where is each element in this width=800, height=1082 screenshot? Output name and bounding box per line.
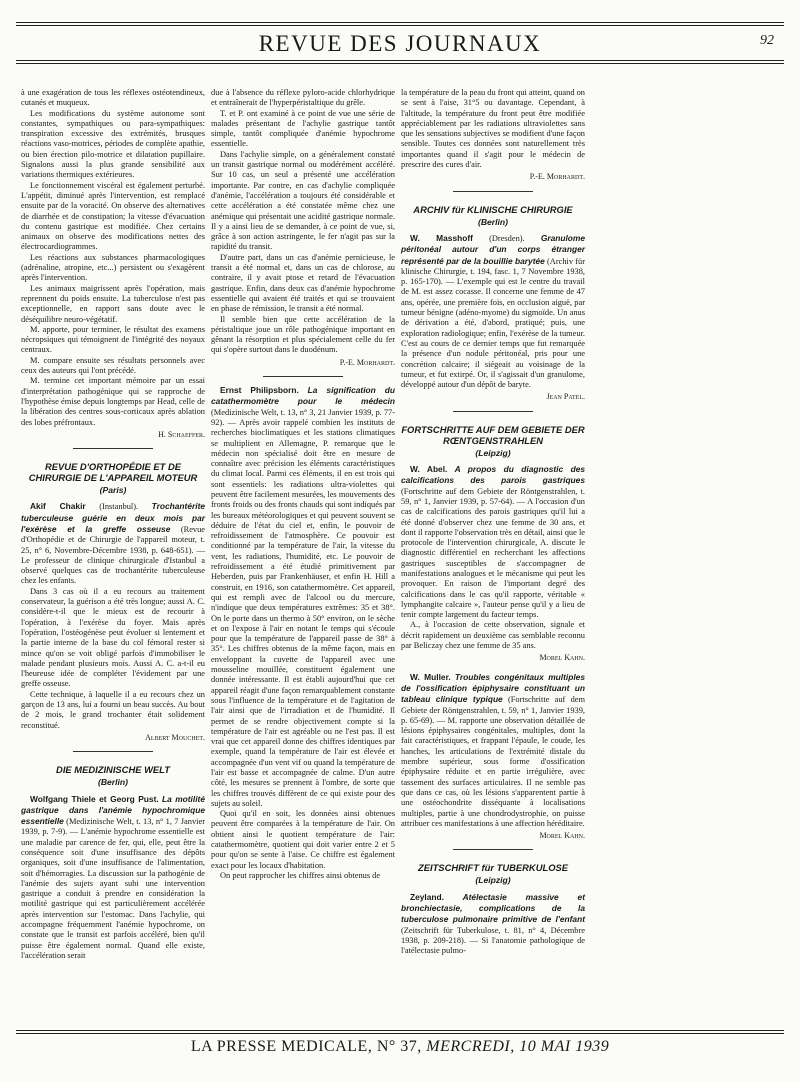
section-city: (Berlin) [97,777,129,788]
column-1 [18,88,208,1026]
header-rule [16,22,784,23]
page-number: 92 [760,33,774,48]
paragraph: Les modifications du système autonome sont constantes, sympathiques ou para-sympathiques: transpiration excessive des extrémités, brusques réactions vaso-motrices, périodes de complète apathie, ou bien érection pilo-motrice et dilatation pupillaire. Signalons aussi la plus grande sensibilité aux variations thermiques extérieures. [21,108,205,180]
page-header [16,22,784,64]
paragraph: due à l'absence du réflexe pyloro-acide chlorhydrique et entraînerait de l'hyperpéristaltique du grêle. [211,88,395,108]
article-place: (Instanbul). [99,502,139,512]
section-city: (Leipzig) [475,875,511,886]
footer-publication: LA PRESSE MEDICALE, N° 37, [190,1038,422,1055]
article-reference: (Medizinische Welt, t. 13, n° 3, 21 Janvier 1939, p. 77-92). — Après avoir rappelé combien les instituts de recherches bioclimatiques et les stations climatiques se multiplient en Allemagne, P. remarque que le médecin non spécialisé doit être en mesure de connaître avec précision les éléments caractéristiques du climat local. Parmi ces éléments, il en est trois qui sont essentiels: les radiations ultra-violettes qui peuvent être facilement mesurées, les mouvements des fronts froids ou des fronts chauds qui sont indiqués par les bureaux météorologiques et qui peuvent souvent se déduire de l'état du ciel et, enfin, le pouvoir de refroidissement de l'atmosphère. Ce pouvoir est conditionné par la température de l'air, la vitesse du vent, les radiations, l'humidité, etc. Le pouvoir de refroidissement a été étudié primitivement par Heberden, puis par Frankenhäuser, et enfin H. Hill a construit, en 1916, son catathermomètre. Cet appareil, qui est rempli avec de l'alcool ou du mercure, n'indique que deux températures extrêmes: 35 et 38°. On le porte dans un thermo à 50° environ, on le sèche et on l'expose à l'air en notant le temps qui s'écoule pour que la température de l'appareil passe de 38° à 35°. Les chiffres obtenus de la même façon, mais en enveloppant la cuvette de l'appareil avec une mousseline mouillée, constituent également une donnée intéressante. Il est établi aujourd'hui que cet appareil réagit d'une façon remarquablement constante sous l'influence de la température et de l'agitation de l'air ainsi que de l'irradiation et de l'humidité. Il permet de se rendre objectivement compte si la température de l'air est agréable ou ne l'est pas. Il est vrai que cet appareil donne des chiffres identiques par exemple, quand la température de l'air est élevée et accompagnée d'un vent vif ou quand la température de l'air est basse et accompagnée de calme. D'un autre côté, les mesures se prennent à l'ombre, de sorte que les chiffres trouvés diffèrent de ce qui existe pour des sujets au soleil. [211,407,395,808]
paragraph: Il semble bien que cette accélération de la péristaltique joue un rôle pathogénique important en gênant la résorption et plus spécialement celle du fer qui s'opère surtout dans le duodénum. [211,314,395,355]
article-reference: (Fortschritte auf dem Gebiete der Röntgenstrahlen, t. 59, n° 1, Janvier 1939, p. 57-64). — A l'occasion d'un cas de calcifications des parois gastriques qu'il lui a été donné d'observer chez une femme de 30 ans, et dont il rapporte l'observation très en détail, ainsi que le protocole de l'intervention chirurgicale, A. discute le diagnostic différentiel en recherchant les affections gastriques susceptibles de s'accompagner de manifestations analogues et le mécanisme qui peut les provoquer. En raison de l'important degré des calcifications dans le cas qu'il rapporte, véritable « lymphangite calcaire », l'auteur pense qu'il y a lieu de tenir compte largement du facteur temps. [401,486,585,620]
paragraph: A., à l'occasion de cette observation, signale et décrit rapidement un deuxième cas semblable reconnu par Beliczay chez une femme de 35 ans. [401,620,585,651]
section-divider [453,191,533,192]
article-abstract [21,501,205,586]
paragraph: Dans l'achylie simple, on a généralement constaté un transit gastrique normal ou modérément accéléré. Sur 10 cas, un seul a présenté une accélération importante. Par contre, en cas d'achylie compliquée d'anémie, l'accélération a toujours été considérable et cette accélération a été constatée même chez une anémique qui présentait une acidité gastrique normale. Il y a ainsi lieu de se demander, à ce point de vue, si, grâce à son action astringente, le fer n'agit pas sur la rapidité du transit. [211,149,395,252]
paragraph: à une exagération de tous les réflexes ostéotendineux, cutanés et muqueux. [21,88,205,108]
article-author: Ernst Philipsborn. [220,385,299,396]
signature: Albert Mouchet. [145,732,205,742]
article-reference: (Medizinische Welt, t. 13, n° 1, 7 Janvier 1939, p. 7-9). — L'anémie hypochrome essentielle est une maladie par carence de fer, qui, elle, peut être la conséquence soit d'une insuffisance des dépôts organiques, soit d'une insuffisance de l'alimentation, soit d'hémorragies. La discussion sur la pathogénie de l'anémie des sujets ayant subi une intervention gastrique a conduit à prendre en considération la motilité gastrique qui est particulièrement accélérée après intervention sur l'estomac. Dans l'achylie, qui accompagne fréquemment l'anémie hypochrome, on constate que le transit est parfois accéléré, bien qu'il puisse être également normal. Quand elle existe, l'accélération serait [21,817,205,960]
paragraph: M. compare ensuite ses résultats personnels avec ceux des auteurs qui l'ont précédé. [21,355,205,376]
section-city: (Leipzig) [475,447,511,458]
section-divider [73,751,153,752]
paragraph: Dans 3 cas où il a eu recours au traitement conservateur, la guérison a été très longue; aussi A. C. considère-t-il que le mieux est de recourir à l'opération, à l'exérèse du foyer. Mais après l'opération, l'ostéogénèse peut évoluer si lentement et la partie interne de la base du col fémoral rester si mince qu'on se voit obligé parfois d'immobiliser le malade pendant plusieurs mois. Aussi A. C. a-t-il eu l'heureuse idée de compléter l'évidement par une greffe osseuse. [21,586,205,689]
section-title: DIE MEDIZINISCHE WELT [56,764,170,776]
article-author: W. Abel. [410,464,448,475]
section-city: (Berlin) [477,216,509,227]
paragraph: M. apporte, pour terminer, le résultat des examens nécropsiques qui témoignent de l'intégrité des noyaux centraux. [21,324,205,355]
article-title: La motilité gastrique dans l'anémie hypochromique essentielle [21,793,205,827]
article-abstract [401,672,585,829]
signature: Jean Patel. [546,392,585,402]
section-divider [453,849,533,850]
article-reference: (Revue d'Orthopédie et de Chirurgie de l'appareil moteur, t. 25, n° 6, Novembre-Décembre 1938, p. 648-651). — Le professeur de clinique chirurgicale d'Istanbul a observé quelques cas de trochantérite tuberculeuse chez les enfants. [21,524,206,586]
article-title: A propos du diagnostic des calcifications des parois gastriques [401,464,586,486]
section-city: (Paris) [99,485,127,496]
article-title: Granulome péritonéal autour d'un corps étranger représenté par de la bouillie barytée [401,232,586,266]
article-author: Wolfgang Thiele et Georg Pust. [30,793,159,804]
journal-title: REVUE DES JOURNAUX [258,31,542,56]
article-reference: (Fortschritte auf dem Gebiete der Röntgenstrahlen, t. 59, n° 1, Janvier 1939, p. 65-69). — M. rapporte une observation détaillée de lésions épiphysaires congénitales, multiples, dont la fait caractéristiques, et frappant l'épaule, le coude, les hanches, les articulations de l'extrémité distale du membre supérieur, sous forme d'ossification épiphysaire réduite et en partie irrégulière, avec tassement des surfaces articulaires. Il ne semble pas que dans ce cas, où les lésions s'apparentent partie à une ostéochondrite disséquante à localisations multiples, partie à une chondrodystrophie, on puisse attribuer ces manifestations à une affection héréditaire. [401,695,586,828]
column-2 [208,88,398,1026]
article-author: Akif Chakir [30,501,86,512]
header-rule [16,25,784,26]
paragraph: Quoi qu'il en soit, les données ainsi obtenues peuvent être comparées à la température de l'air. On obtient ainsi le quotient température de l'air: catathermomètre, quotient qui doit varier entre 2 et 5 pour qu'on se sente à l'aise. Ce chiffre est également exact pour les locaux d'habitation. [211,809,395,870]
header-rule [16,63,784,64]
paragraph: Les animaux maigrissent après l'opération, mais reprennent du poids ensuite. La tuberculose n'est pas exceptionnelle, en rapport sans doute avec le déséquilibre neuro-végétatif. [21,283,205,324]
footer-date: MERCREDI, 10 MAI 1939 [426,1038,610,1055]
article-author: W. Masshoff [410,232,473,243]
article-abstract [401,892,585,957]
section-title: ZEITSCHRIFT für TUBERKULOSE [418,862,568,874]
paragraph: M. termine cet important mémoire par un essai d'interprétation pathogénique qui se rapproche de l'hypothèse émise depuis longtemps par Head, celle de la libération des centres sous-corticaux après ablation des lobes préfrontaux. [21,376,205,427]
article-abstract [401,464,585,620]
section-divider [263,376,343,377]
signature: P.-E. Morhardt. [339,357,395,367]
article-title: Atélectasie massive et bronchiectasie, complications de la tuberculose pulmonaire primitive de l'enfant [401,891,586,925]
article-title: Troubles congénitaux multiples de l'ossification épiphysaire constituant un tableau clinique typique [401,671,585,705]
signature: Morel Kahn. [539,831,585,841]
section-title: ARCHIV für KLINISCHE CHIRURGIE [413,203,573,215]
section-divider [73,448,153,449]
header-rule [16,60,784,61]
paragraph: Cette technique, à laquelle il a eu recours chez un garçon de 13 ans, lui a fourni un beau succès. Au bout de 2 mois, le grand trochanter était solidement reconstitué. [21,689,205,730]
article-reference: (Zeitschrift für Tuberkulose, t. 81, n° 4, Décembre 1938, p. 209-218). — Si l'anatomie pathologique de l'atélectasie pulmo- [401,925,585,956]
paragraph: la température de la peau du front qui atteint, quand on se sent à l'aise, 31°5 ou davantage. Cependant, à l'altitude, la température du front peut être modifiée appréciablement par les radiations ultraviolettes sans que les sensations subjectives se modifient d'une façon sensible. Toutes ces données sont naturellement très importantes quand il s'agit pour le médecin de prescrire des cures d'air. [401,88,585,170]
paragraph: D'autre part, dans un cas d'anémie pernicieuse, le transit a été normal et, dans un cas de chlorose, au contraire, il y avait ptose et retard de l'évacuation gastrique. Enfin, dans deux cas d'anémie hypochrome essentielle qui avaient été traités et qui se trouvaient en phase de rémission, le transit a été normal. [211,252,395,314]
article-title: Trochantérite tuberculeuse guérie en deux mois par l'exérèse et la greffe osseuse [21,501,206,534]
signature: P.-E. Morhardt. [529,172,585,182]
article-abstract [21,794,205,962]
column-3 [398,88,588,1026]
paragraph: Les réactions aux substances pharmacologiques (adrénaline, atropine, etc...) persistent ou s'exagèrent après l'intervention. [21,252,205,283]
page-footer [16,1030,784,1060]
article-place: (Dresden). [489,233,525,243]
article-abstract [211,385,395,809]
paragraph: Le fonctionnement viscéral est également perturbé. L'appétit, diminué après l'intervention, est remplacé ensuite par de la voracité. On observe des alternatives de diarrhée et de constipation; la vitesse d'évacuation du contenu gastrique est modifiée. Chez certains animaux on observe des modifications nettes des électrocardiogrammes. [21,180,205,252]
section-title: REVUE D'ORTHOPÉDIE ET DE CHIRURGIE DE L'APPAREIL MOTEUR [28,461,198,484]
footer-rule [16,1033,784,1034]
signature: Morel Kahn. [539,653,585,663]
article-author: W. Muller. [410,671,451,682]
article-author: Zeyland. [410,891,444,902]
paragraph: On peut rapprocher les chiffres ainsi obtenus de [220,870,381,880]
text-columns [18,88,786,1026]
footer-rule [16,1030,784,1031]
article-abstract [401,233,585,390]
paragraph: T. et P. ont examiné à ce point de vue une série de malades présentant de l'achylie gastrique tantôt simple, tantôt compliquée d'anémie hypochrome essentielle. [211,108,395,149]
footer-line [16,1038,784,1056]
signature: H. Schaeffer. [158,429,205,439]
article-title: La signification du catathermomètre pour le médecin [211,385,396,407]
section-title: FORTSCHRITTE AUF DEM GEBIETE DER RŒNTGENSTRAHLEN [401,423,585,446]
section-divider [453,411,533,412]
article-reference: (Archiv für klinische Chirurgie, t. 194, fasc. 1, 7 Novembre 1938, p. 165-170). — L'exemple qui est le centre du travail de M. est assez cocasse. Il concerne une femme de 47 ans, opérée, une première fois, en occlusion aiguë, par tumeur bénigne (adéno-myome) du sigmoïde. Un anus de dérivation a été, d'abord, pratiqué; puis, une exploration radiologique; enfin, l'exérèse de la tumeur. C'est au cours de ce dernier temps que fut remarquée la présence d'un nodule péritonéal, pris pour une concrétion calcaire; il siégeait au voisinage de la tumeur, et fut extirpé. Or, il s'agissait d'un granulome, développé autour d'un dépôt de baryte. [401,256,585,390]
